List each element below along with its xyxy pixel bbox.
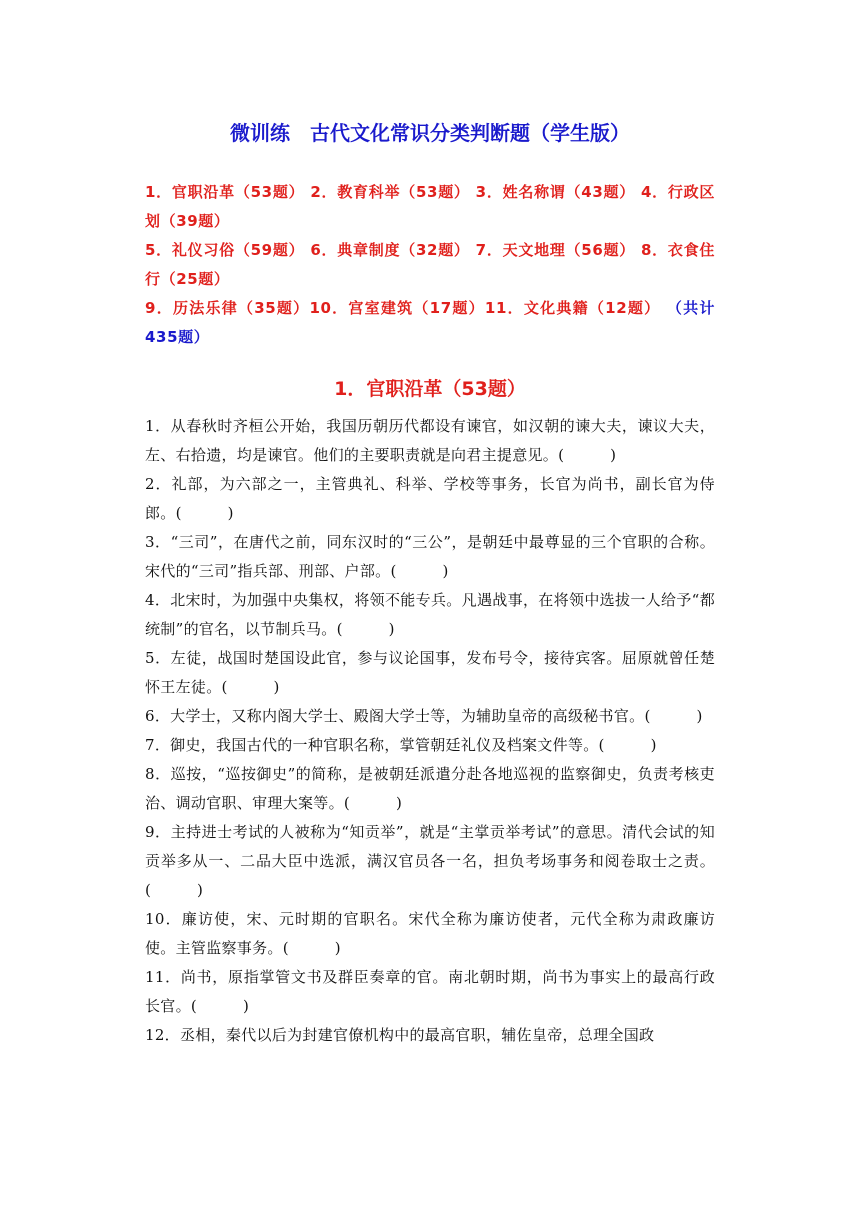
section-heading: 1．官职沿革（53题） (334, 378, 526, 400)
document-page (145, 118, 715, 1050)
toc-item: 3．姓名称谓（43题） (475, 183, 636, 201)
toc-line (145, 178, 715, 236)
toc-item: 10．宫室建筑（17题） (309, 299, 485, 317)
toc-item: 6．典章制度（32题） (310, 241, 470, 259)
toc-item: 8．衣食住行（25题） (145, 241, 715, 288)
toc-item: 5．礼仪习俗（59题） (145, 241, 305, 259)
toc-item: 9．历法乐律（35题） (145, 299, 310, 317)
toc-line (145, 294, 715, 352)
question-item: 8．巡按，“巡按御史”的简称，是被朝廷派遣分赴各地巡视的监察御史，负责考核吏治、调动官职、审理大案等。( ) (145, 765, 715, 812)
question-item: 9．主持进士考试的人被称为“知贡举”，就是“主掌贡举考试”的意思。清代会试的知贡举多从一、二品大臣中选派，满汉官员各一名，担负考场事务和阅卷取士之责。( ) (145, 823, 715, 899)
toc-item: 11．文化典籍（12题） (484, 299, 661, 317)
toc-total: （共计435题） (145, 299, 715, 346)
question-item: 10．廉访使，宋、元时期的官职名。宋代全称为廉访使者，元代全称为肃政廉访使。主管监察事务。( ) (145, 910, 715, 957)
question-item: 6．大学士，又称内阁大学士、殿阁大学士等，为辅助皇帝的高级秘书官。( ) (145, 707, 703, 725)
question-item: 4．北宋时，为加强中央集权，将领不能专兵。凡遇战事，在将领中选拔一人给予“都统制”的官名，以节制兵马。( ) (145, 591, 715, 638)
question-item: 7．御史，我国古代的一种官职名称，掌管朝廷礼仪及档案文件等。( ) (145, 736, 657, 754)
toc-item: 2．教育科举（53题） (310, 183, 470, 201)
question-list (145, 412, 715, 1050)
question-item: 3．“三司”，在唐代之前，同东汉时的“三公”，是朝廷中最尊显的三个官职的合称。宋代的“三司”指兵部、刑部、户部。( ) (145, 533, 715, 580)
question-item: 2．礼部，为六部之一，主管典礼、科举、学校等事务，长官为尚书，副长官为侍郎。( ) (145, 475, 715, 522)
toc-item: 1．官职沿革（53题） (145, 183, 305, 201)
document-title: 微训练 古代文化常识分类判断题（学生版） (230, 121, 630, 145)
question-item: 12．丞相，秦代以后为封建官僚机构中的最高官职，辅佐皇帝，总理全国政 (145, 1026, 655, 1044)
table-of-contents (145, 178, 715, 352)
question-item: 11．尚书，原指掌管文书及群臣奏章的官。南北朝时期，尚书为事实上的最高行政长官。( ) (145, 968, 715, 1015)
toc-item: 4．行政区划（39题） (145, 183, 715, 230)
toc-line (145, 236, 715, 294)
toc-item: 7．天文地理（56题） (475, 241, 636, 259)
question-item: 5．左徒，战国时楚国设此官，参与议论国事，发布号令，接待宾客。屈原就曾任楚怀王左徒。( ) (145, 649, 715, 696)
question-item: 1．从春秋时齐桓公开始，我国历朝历代都设有谏官，如汉朝的谏大夫，谏议大夫，左、右拾遗，均是谏官。他们的主要职责就是向君主提意见。( ) (145, 417, 715, 464)
